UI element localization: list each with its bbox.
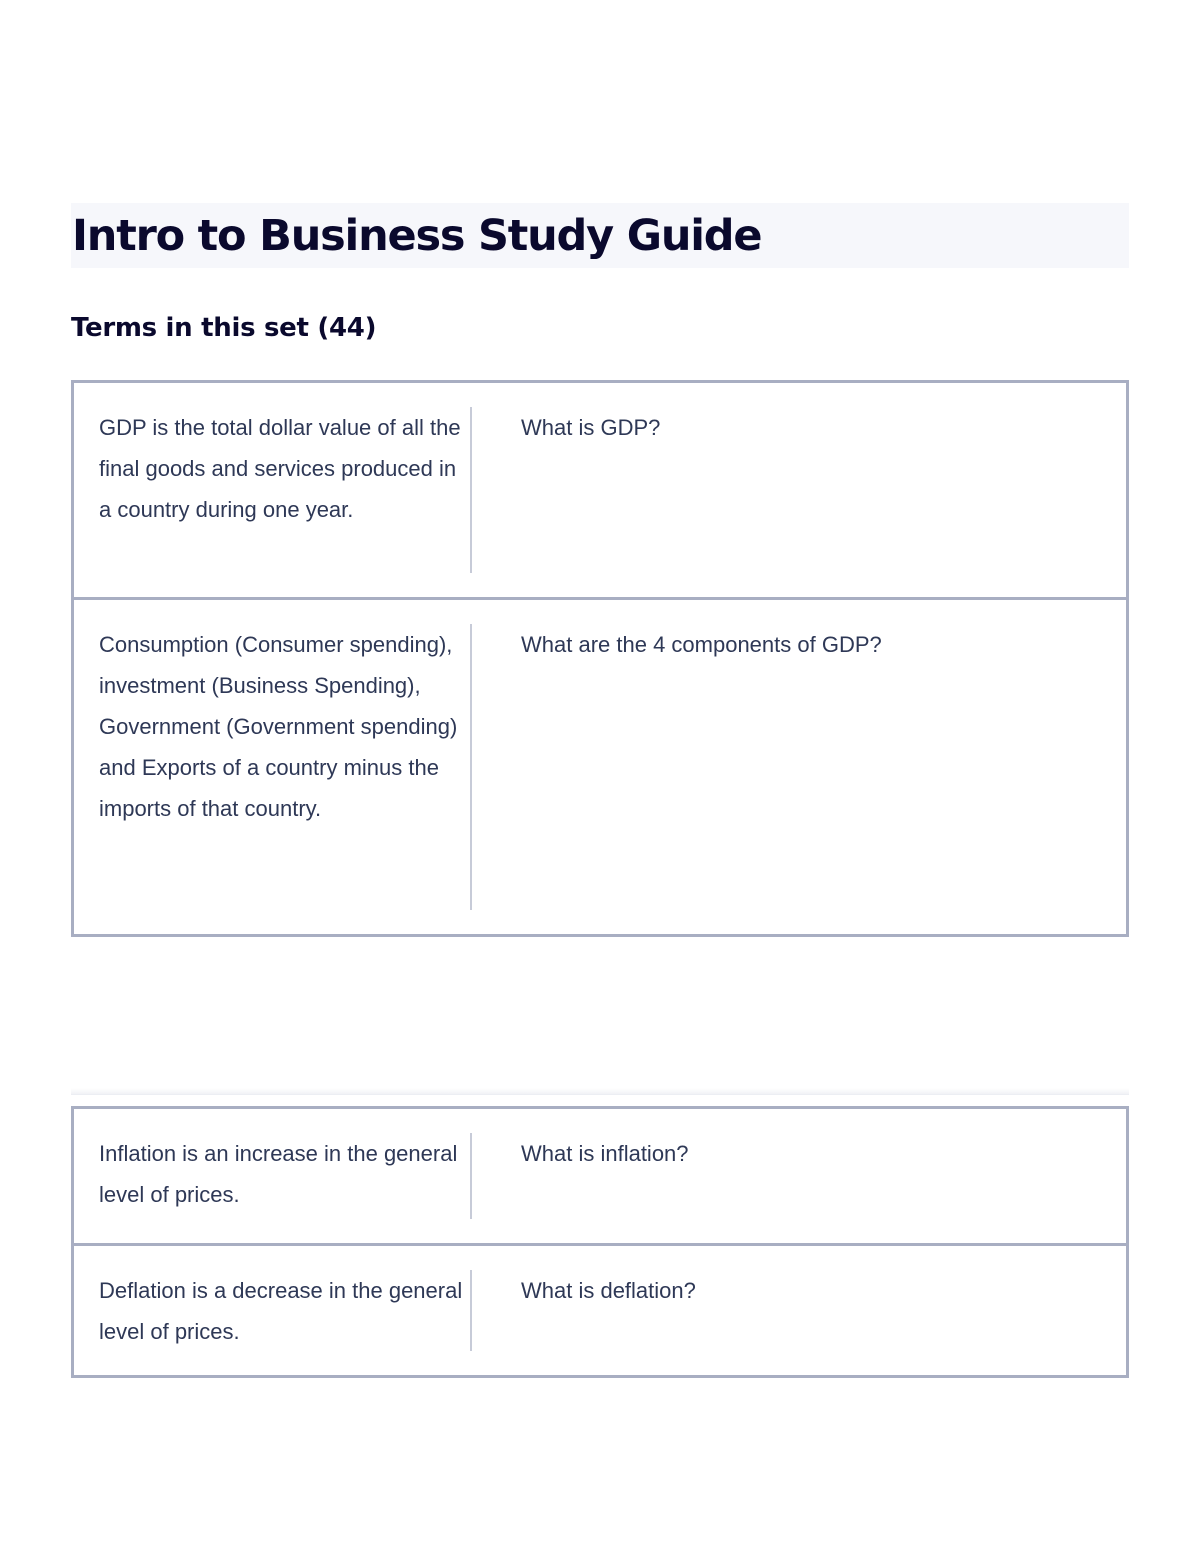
term-group [71,380,1129,937]
term-group [71,1106,1129,1378]
term-question: What are the 4 components of GDP? [521,632,882,657]
term-definition: Consumption (Consumer spending), investment (Business Spending), Government (Government spending) and Exports of a country minus the imports of that country. [99,632,458,821]
term-question: What is GDP? [521,415,661,440]
term-definition: Deflation is a decrease in the general level of prices. [99,1278,463,1344]
terms-count-heading: Terms in this set (44) [71,313,377,343]
term-question: What is inflation? [521,1141,689,1166]
term-row[interactable] [74,1109,1126,1243]
page-title: Intro to Business Study Guide [71,203,1129,268]
term-question: What is deflation? [521,1278,696,1303]
term-row[interactable] [74,383,1126,597]
row-divider [470,1133,472,1219]
row-divider [470,624,472,910]
term-definition: GDP is the total dollar value of all the final goods and services produced in a country during one year. [99,415,461,522]
page-break [71,1088,1129,1095]
term-definition: Inflation is an increase in the general level of prices. [99,1141,458,1207]
term-row[interactable] [74,597,1126,934]
row-divider [470,1270,472,1351]
term-row[interactable] [74,1243,1126,1375]
row-divider [470,407,472,573]
